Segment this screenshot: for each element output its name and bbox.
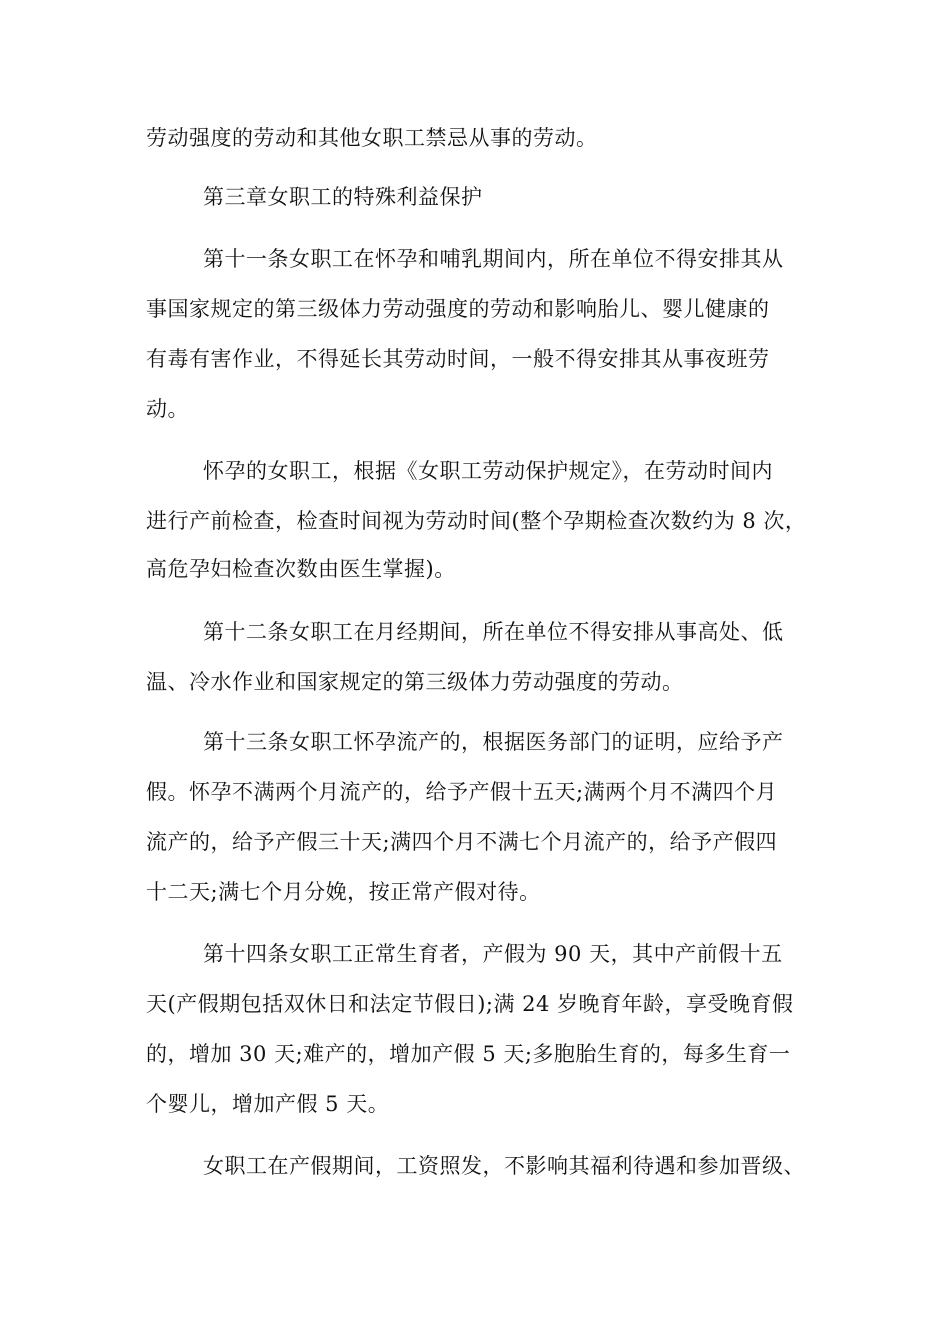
text-line: 女职工在产假期间，工资照发，不影响其福利待遇和参加晋级、 xyxy=(203,1154,805,1178)
text-line: 第十二条女职工在月经期间，所在单位不得安排从事高处、低 xyxy=(203,620,784,644)
text-line: 的，增加 30 天;难产的，增加产假 5 天;多胞胎生育的，每多生育一 xyxy=(146,1042,791,1066)
text-line: 事国家规定的第三级体力劳动强度的劳动和影响胎儿、婴儿健康的 xyxy=(146,297,770,321)
text-line: 劳动强度的劳动和其他女职工禁忌从事的劳动。 xyxy=(146,126,598,150)
text-line: 动。 xyxy=(146,397,189,421)
text-line: 进行产前检查，检查时间视为劳动时间(整个孕期检查次数约为 8 次， xyxy=(146,509,807,533)
text-line: 流产的，给予产假三十天;满四个月不满七个月流产的，给予产假四 xyxy=(146,830,778,854)
text-line: 个婴儿，增加产假 5 天。 xyxy=(146,1092,390,1116)
text-line: 假。怀孕不满两个月流产的，给予产假十五天;满两个月不满四个月 xyxy=(146,780,778,804)
text-line: 第十三条女职工怀孕流产的，根据医务部门的证明，应给予产 xyxy=(203,730,784,754)
text-line: 怀孕的女职工，根据《女职工劳动保护规定》，在劳动时间内 xyxy=(203,459,773,483)
text-line: 高危孕妇检查次数由医生掌握)。 xyxy=(146,557,456,581)
text-line: 天(产假期包括双休日和法定节假日);满 24 岁晚育年龄，享受晚育假 xyxy=(146,992,794,1016)
text-line: 十二天;满七个月分娩，按正常产假对待。 xyxy=(146,880,541,904)
text-line: 温、冷水作业和国家规定的第三级体力劳动强度的劳动。 xyxy=(146,670,684,694)
text-line: 第十四条女职工正常生育者，产假为 90 天，其中产前假十五 xyxy=(203,942,783,966)
chapter-heading: 第三章女职工的特殊利益保护 xyxy=(203,185,483,209)
text-line: 第十一条女职工在怀孕和哺乳期间内，所在单位不得安排其从 xyxy=(203,247,784,271)
text-line: 有毒有害作业，不得延长其劳动时间，一般不得安排其从事夜班劳 xyxy=(146,347,770,371)
